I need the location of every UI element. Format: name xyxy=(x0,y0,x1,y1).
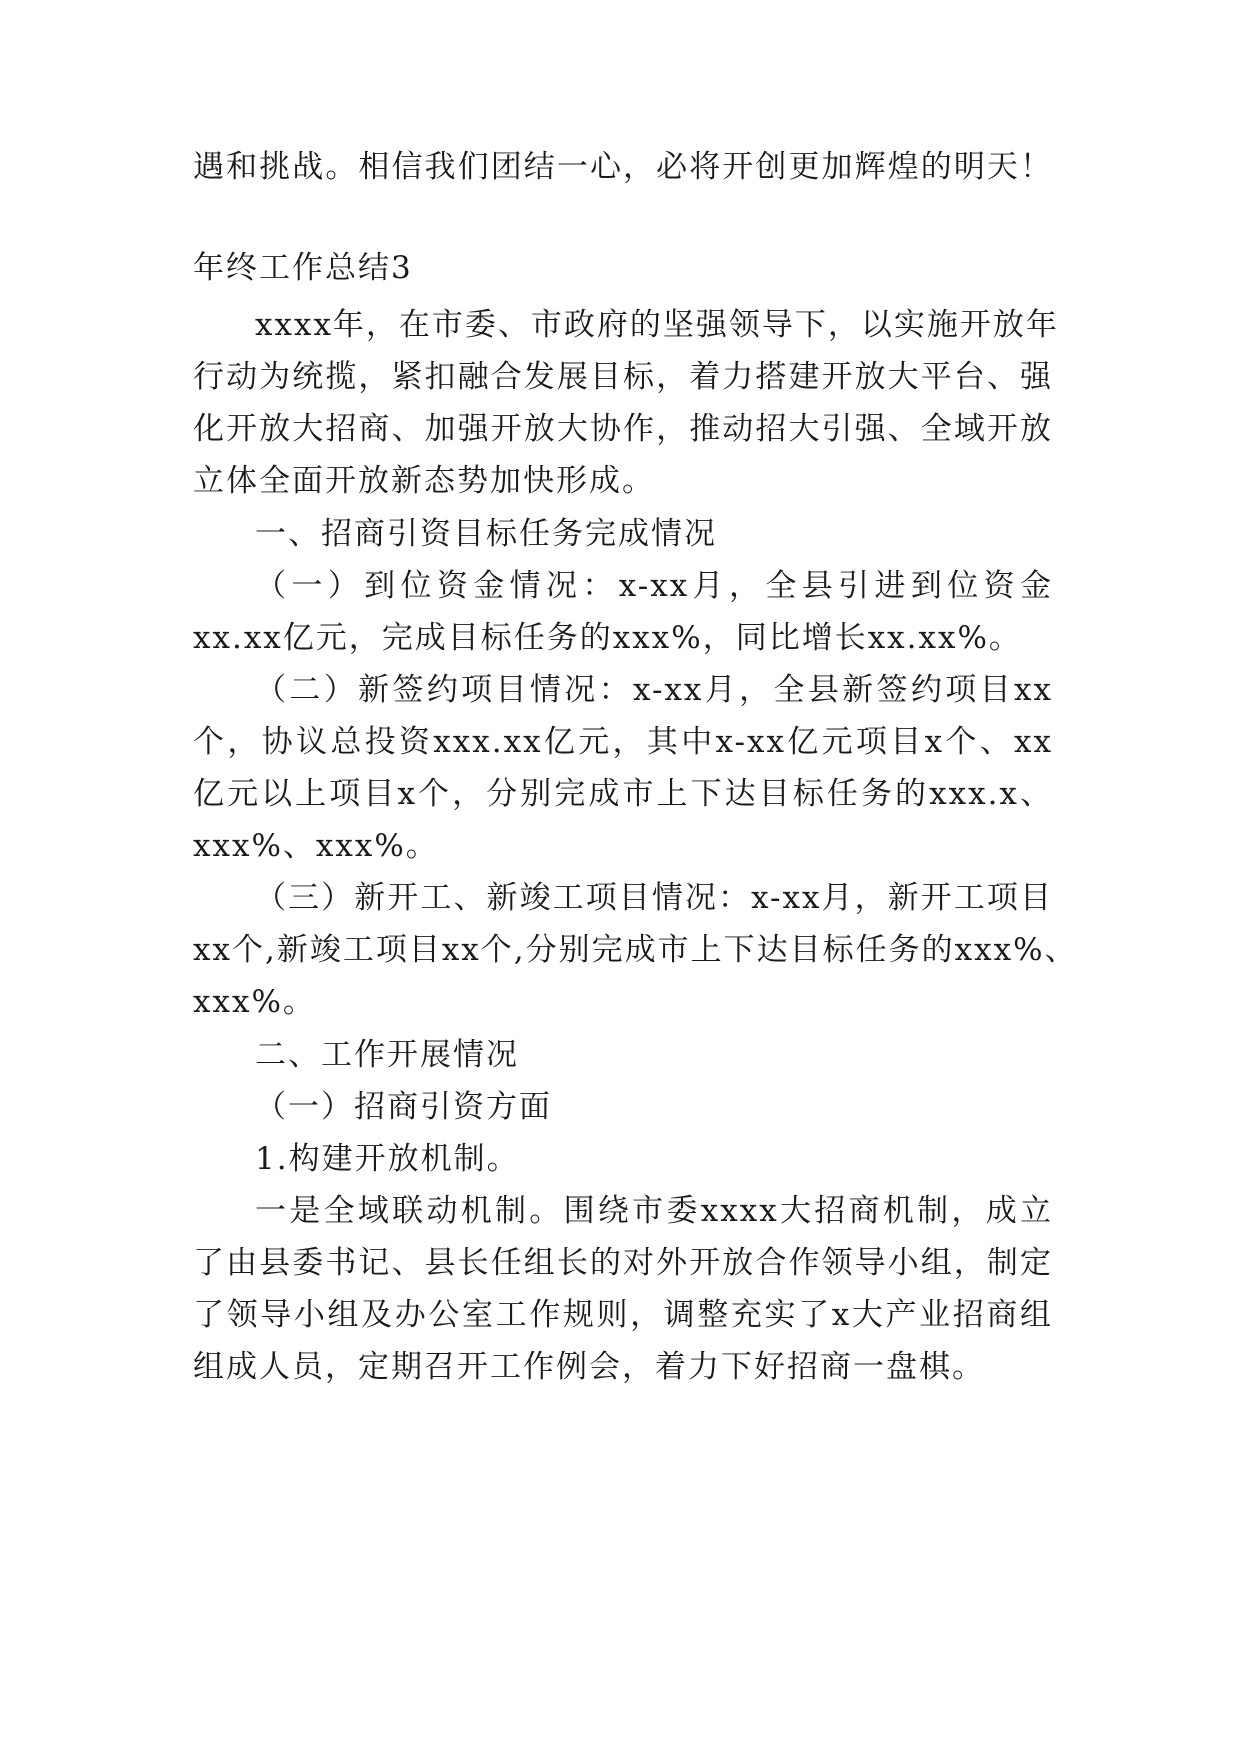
text-line-3: xxxx年，在市委、市政府的坚强领导下，以实施开放年 xyxy=(255,307,1059,343)
text-line-8: （一）到位资金情况：x-xx月，全县引进到位资金 xyxy=(255,568,1053,604)
text-line-20: 一是全域联动机制。围绕市委xxxx大招商机制，成立 xyxy=(255,1193,1053,1229)
text-line-5: 化开放大招商、加强开放大协作，推动招大引强、全域开放 xyxy=(193,411,1053,447)
text-line-10: （二）新签约项目情况：x-xx月，全县新签约项目xx xyxy=(255,672,1053,708)
text-line-1: 遇和挑战。相信我们团结一心，必将开创更加辉煌的明天！ xyxy=(193,149,1053,185)
heading-one: 一、招商引资目标任务完成情况 xyxy=(255,516,717,552)
subheading-one: （一）招商引资方面 xyxy=(255,1089,552,1125)
text-line-23: 组成人员，定期召开工作例会，着力下好招商一盘棋。 xyxy=(193,1349,985,1385)
text-line-11: 个，协议总投资xxx.xx亿元，其中x-xx亿元项目x个、xx xyxy=(193,724,1053,760)
text-line-16: xxx%。 xyxy=(193,984,316,1020)
text-line-12: 亿元以上项目x个，分别完成市上下达目标任务的xxx.x、 xyxy=(193,776,1053,812)
item-heading-1: 1.构建开放机制。 xyxy=(255,1141,520,1177)
text-line-9: xx.xx亿元，完成目标任务的xxx%，同比增长xx.xx%。 xyxy=(193,620,1022,656)
text-line-14: （三）新开工、新竣工项目情况：x-xx月，新开工项目 xyxy=(255,880,1053,916)
section-title: 年终工作总结3 xyxy=(193,250,413,286)
text-line-21: 了由县委书记、县长任组长的对外开放合作领导小组，制定 xyxy=(193,1245,1053,1281)
text-line-22: 了领导小组及办公室工作规则，调整充实了x大产业招商组 xyxy=(193,1297,1053,1333)
heading-two: 二、工作开展情况 xyxy=(255,1037,519,1073)
text-line-4: 行动为统揽，紧扣融合发展目标，着力搭建开放大平台、强 xyxy=(193,359,1053,395)
text-line-13: xxx%、xxx%。 xyxy=(193,828,439,864)
text-line-6: 立体全面开放新态势加快形成。 xyxy=(193,463,655,499)
text-line-15: xx个,新竣工项目xx个,分别完成市上下达目标任务的xxx%、 xyxy=(193,932,1078,968)
